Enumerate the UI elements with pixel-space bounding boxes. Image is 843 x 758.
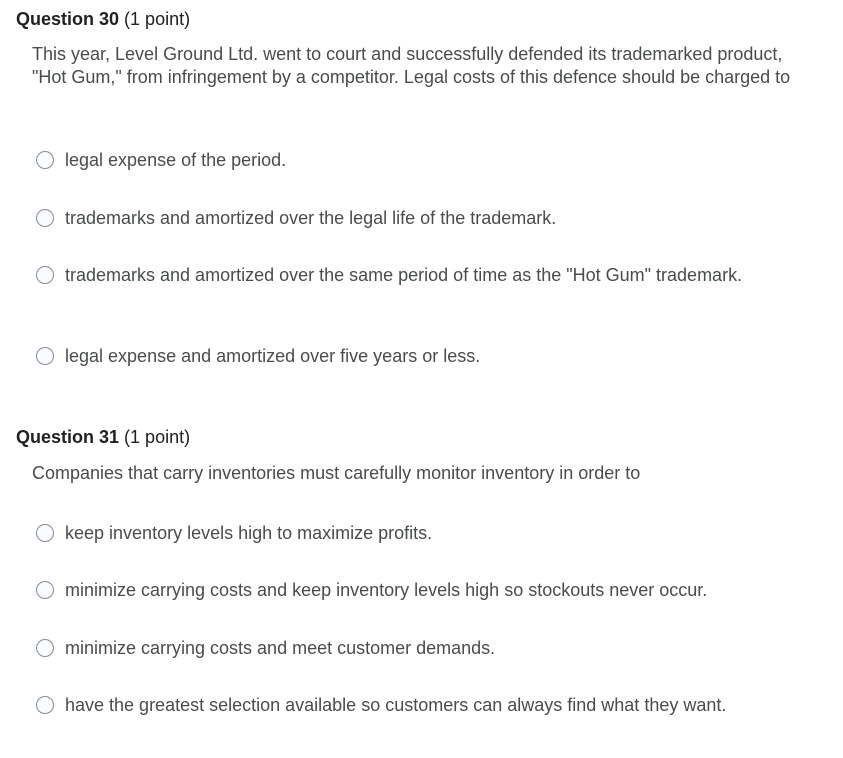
radio-button[interactable] <box>36 581 54 599</box>
answer-option-2[interactable] <box>36 207 796 230</box>
answer-option-label: legal expense and amortized over five years or less. <box>65 346 481 366</box>
answer-option-label: have the greatest selection available so customers can always find what they want. <box>65 695 727 715</box>
radio-button[interactable] <box>36 524 54 542</box>
answer-option-label: keep inventory levels high to maximize profits. <box>65 523 433 543</box>
answer-option-label: trademarks and amortized over the same period of time as the "Hot Gum" trademark. <box>65 265 743 285</box>
question-header <box>16 426 190 448</box>
question-points: (1 point) <box>124 427 191 447</box>
question-stem: Companies that carry inventories must carefully monitor inventory in order to <box>32 463 641 483</box>
radio-button[interactable] <box>36 347 54 365</box>
question-number: Question 31 <box>16 427 120 447</box>
answer-option-label: minimize carrying costs and keep inventory levels high so stockouts never occur. <box>65 580 708 600</box>
question-stem: This year, Level Ground Ltd. went to court and successfully defended its trademarked product, "Hot Gum," from infringement by a competitor. Legal costs of this defence should be charged to <box>32 44 791 87</box>
radio-button[interactable] <box>36 639 54 657</box>
radio-button[interactable] <box>36 151 54 169</box>
answer-option-1[interactable] <box>36 149 796 172</box>
answer-option-3[interactable] <box>36 264 796 287</box>
answer-option-1[interactable] <box>36 522 796 545</box>
radio-button[interactable] <box>36 266 54 284</box>
answer-option-2[interactable] <box>36 579 796 602</box>
question-number: Question 30 <box>16 9 120 29</box>
question-header <box>16 8 190 30</box>
answer-option-label: minimize carrying costs and meet customer demands. <box>65 638 496 658</box>
answer-option-label: legal expense of the period. <box>65 150 287 170</box>
answer-option-label: trademarks and amortized over the legal life of the trademark. <box>65 208 557 228</box>
radio-button[interactable] <box>36 696 54 714</box>
radio-button[interactable] <box>36 209 54 227</box>
answer-option-4[interactable] <box>36 345 796 368</box>
answer-option-4[interactable] <box>36 694 796 717</box>
question-points: (1 point) <box>124 9 191 29</box>
answer-option-3[interactable] <box>36 637 796 660</box>
